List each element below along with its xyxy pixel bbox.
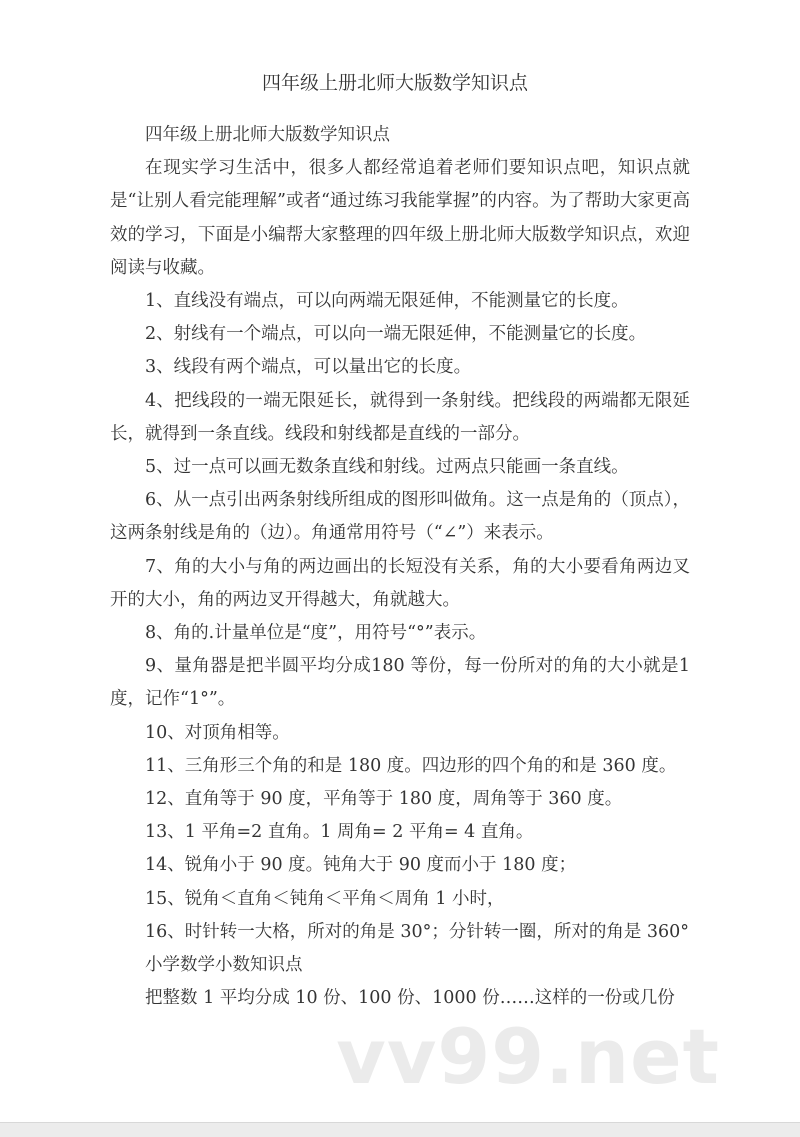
point-12: 12、直角等于 90 度，平角等于 180 度，周角等于 360 度。 [145,789,623,810]
point-6: 6、从一点引出两条射线所组成的图形叫做角。这一点是角的（顶点），这两条射线是角的（边）。角通常用符号（“∠”）来表示。 [110,490,690,544]
point-1: 1、直线没有端点，可以向两端无限延伸，不能测量它的长度。 [145,291,629,312]
point-9: 9、量角器是把半圆平均分成180 等份，每一份所对的角的大小就是1度，记作“1°”。 [110,656,690,710]
point-3: 3、线段有两个端点，可以量出它的长度。 [145,357,472,378]
page-gap [0,1123,800,1137]
point-11: 11、三角形三个角的和是 180 度。四边形的四个角的和是 360 度。 [145,755,677,776]
point-4: 4、把线段的一端无限延长，就得到一条射线。把线段的两端都无限延长，就得到一条直线。线段和射线都是直线的一部分。 [110,390,690,444]
watermark: vv99.net [336,1012,720,1102]
point-8: 8、角的.计量单位是“度”，用符号“°”表示。 [145,623,487,644]
point-16: 16、时针转一大格，所对的角是 30°；分针转一圈，所对的角是 360° [145,921,690,942]
point-7: 7、角的大小与角的两边画出的长短没有关系，角的大小要看角两边叉开的大小，角的两边叉开得越大，角就越大。 [110,556,690,610]
subtitle: 四年级上册北师大版数学知识点 [145,125,390,145]
decimal-paragraph: 把整数 1 平均分成 10 份、100 份、1000 份……这样的一份或几份 [145,988,675,1009]
point-15: 15、锐角＜直角＜钝角＜平角＜周角 1 小时， [145,888,505,909]
point-2: 2、射线有一个端点，可以向一端无限延伸，不能测量它的长度。 [145,324,647,345]
point-14: 14、锐角小于 90 度。钝角大于 90 度而小于 180 度； [145,855,577,876]
document-title: 四年级上册北师大版数学知识点 [261,72,528,94]
point-13: 13、1 平角=2 直角。1 周角= 2 平角= 4 直角。 [145,822,534,843]
point-10: 10、对顶角相等。 [145,722,290,743]
point-5: 5、过一点可以画无数条直线和射线。过两点只能画一条直线。 [145,457,629,478]
intro-paragraph: 在现实学习生活中，很多人都经常追着老师们要知识点吧，知识点就是“让别人看完能理解”或者“通过练习我能掌握”的内容。为了帮助大家更高效的学习，下面是小编帮大家整理的四年级上册北师大版数学知识点，欢迎阅读与收藏。 [110,158,690,278]
section-heading: 小学数学小数知识点 [145,955,303,976]
document-body [110,119,720,1102]
